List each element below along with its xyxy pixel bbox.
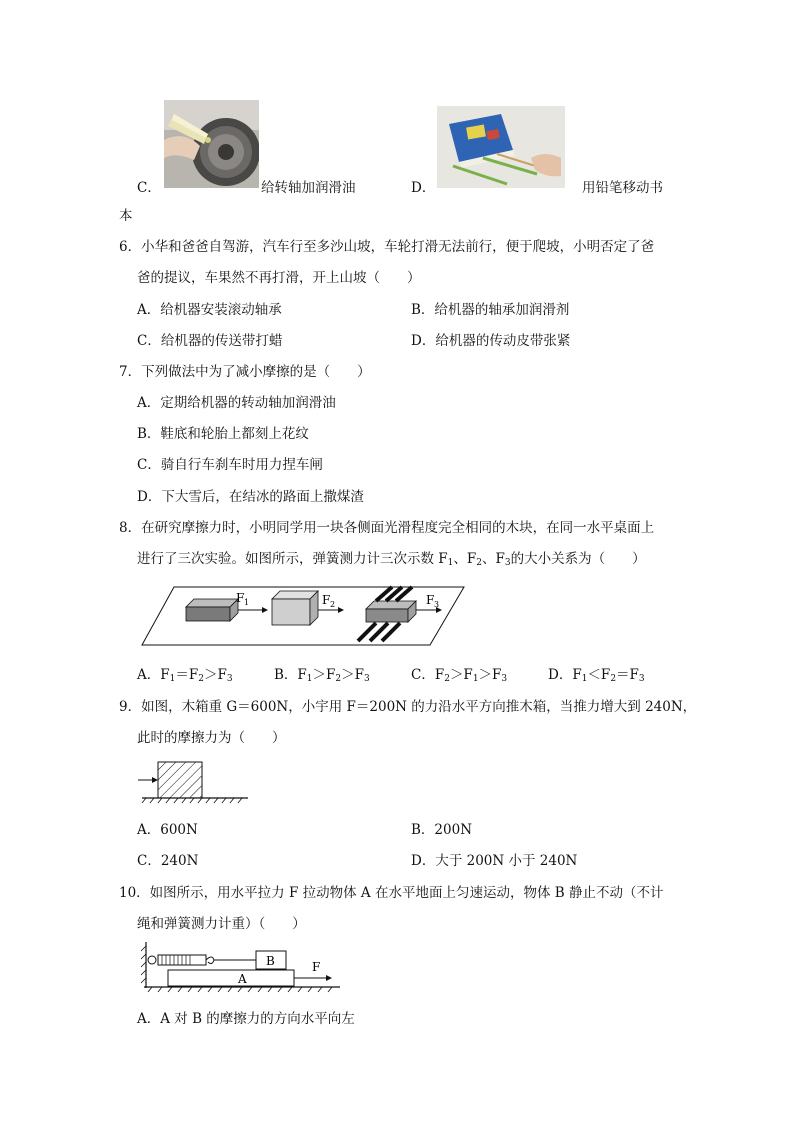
q8-opt-b-s3: 3 [364, 674, 370, 684]
q6-option-b: B．给机器的轴承加润滑剂 [411, 302, 570, 318]
q8-opt-a-3: ＞F [203, 667, 227, 683]
q8-opt-d-s2: 2 [610, 674, 617, 684]
q8-stem-sub1: 1 [447, 558, 454, 568]
q8-fig-label-f2: F [322, 593, 331, 607]
q5-option-d-wrap: 本 [119, 208, 133, 224]
q10-fig-label-a: A [238, 972, 247, 986]
q8-opt-a-1: A．F [137, 667, 170, 683]
q9-stem-line1: 9．如图，木箱重 G＝600N，小宇用 F＝200N 的力沿水平方向推木箱，当推力增大到 240N， [119, 699, 697, 715]
q8-fig-sub-1: 1 [244, 598, 250, 607]
q5-option-d-label: D． [411, 180, 436, 196]
photo-bike-gear-lubrication [164, 100, 259, 188]
q6-stem-line1: 6．小华和爸爸自驾游，汽车行至多沙山坡，车轮打滑无法前行，便于爬坡，小明否定了爸 [119, 239, 655, 255]
q10-fig-label-b: B [266, 954, 275, 968]
q8-stem-line1: 8．在研究摩擦力时，小明同学用一块各侧面光滑程度完全相同的木块，在同一水平桌面上 [119, 520, 655, 536]
q9-wooden-box-figure [138, 760, 250, 804]
q8-fig-label-f1: F [236, 591, 245, 605]
q9-option-b: B．200N [411, 822, 473, 838]
q8-fig-sub-2: 2 [330, 600, 336, 609]
q8-fig-label-f3: F [426, 593, 435, 607]
q6-option-a: A．给机器安装滚动轴承 [137, 302, 282, 318]
q10-spring-scale-figure [140, 940, 350, 996]
q7-option-c: C．骑自行车刹车时用力捏车闸 [137, 457, 323, 473]
q8-stem-sub3: 3 [504, 558, 511, 568]
q5-option-c-text: 给转轴加润滑油 [261, 180, 356, 196]
q9-option-d: D．大于 200N 小于 240N [411, 853, 578, 869]
q8-opt-b-s2: 2 [335, 674, 342, 684]
q7-option-b: B．鞋底和轮胎上都刻上花纹 [137, 426, 309, 442]
q5-option-c-label: C． [137, 180, 161, 196]
q7-stem: 7．下列做法中为了减小摩擦的是（ ） [119, 364, 371, 380]
q8-stem-part-b: 、F [453, 551, 477, 567]
q8-option-a [137, 666, 233, 688]
q8-opt-a-2: ＝F [175, 667, 199, 683]
photo-book-on-pencils [437, 106, 565, 188]
q7-option-a: A．定期给机器的转动轴加润滑油 [137, 395, 336, 411]
q8-opt-d-s1: 1 [581, 674, 588, 684]
q8-opt-b-1: B．F [274, 667, 307, 683]
q8-opt-d-s3: 3 [638, 674, 645, 684]
q6-option-d: D．给机器的传动皮带张紧 [411, 333, 571, 349]
q8-opt-c-2: ＞F [449, 667, 473, 683]
q8-stem-part-a: 进行了三次实验。如图所示，弹簧测力计三次示数 F [137, 551, 448, 567]
q8-opt-b-2: ＞F [312, 667, 336, 683]
q8-opt-a-s1: 1 [169, 674, 176, 684]
q8-opt-d-1: D．F [548, 667, 582, 683]
q10-option-a: A．A 对 B 的摩擦力的方向水平向左 [137, 1011, 355, 1027]
q10-fig-label-f: F [312, 960, 321, 974]
q7-option-d: D．下大雪后，在结冰的路面上撒煤渣 [137, 489, 364, 505]
q6-option-c: C．给机器的传送带打蜡 [137, 333, 283, 349]
q8-friction-experiment-figure [140, 585, 480, 655]
q8-stem-sub2: 2 [476, 558, 483, 568]
q9-option-a: A．600N [137, 822, 198, 838]
q9-stem-line2: 此时的摩擦力为（ ） [137, 730, 286, 746]
q8-opt-b-3: ＞F [341, 667, 365, 683]
q8-opt-d-2: ＜F [587, 667, 611, 683]
q8-opt-a-s3: 3 [226, 674, 233, 684]
q8-opt-c-s2: 2 [444, 674, 450, 684]
q8-fig-sub-3: 3 [434, 600, 440, 609]
q8-stem-line2 [137, 550, 646, 572]
q5-option-d-text: 用铅笔移动书 [582, 180, 663, 196]
q8-opt-d-3: ＝F [616, 667, 639, 683]
q6-stem-line2: 爸的提议，车果然不再打滑，开上山坡（ ） [137, 270, 421, 286]
q8-opt-c-1: C．F [411, 667, 445, 683]
q8-opt-b-s1: 1 [306, 674, 313, 684]
q8-opt-c-3: ＞F [478, 667, 502, 683]
q8-opt-c-s1: 1 [472, 674, 479, 684]
q8-opt-c-s3: 3 [501, 674, 508, 684]
q8-opt-a-s2: 2 [198, 674, 204, 684]
q8-stem-part-c: 、F [482, 551, 505, 567]
q8-stem-part-d: 的大小关系为（ ） [510, 551, 646, 567]
q8-option-d [548, 666, 645, 688]
q10-stem-line1: 10．如图所示，用水平拉力 F 拉动物体 A 在水平地面上匀速运动，物体 B 静止不动（不计 [119, 885, 664, 901]
q8-option-c [411, 666, 507, 688]
q8-option-b [274, 666, 370, 688]
q10-stem-line2: 绳和弹簧测力计重）（ ） [137, 916, 306, 932]
q9-option-c: C．240N [137, 853, 199, 869]
